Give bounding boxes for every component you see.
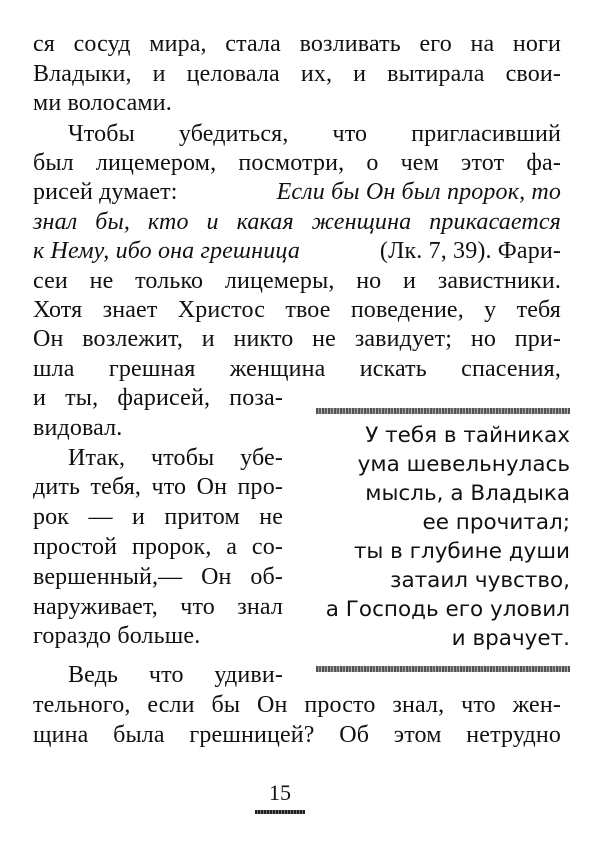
text-line: Владыки, и целовала их, и вытирала свои- [33, 61, 561, 87]
paragraph-first-line: Ведь что удиви- [68, 662, 283, 688]
text-line-mixed [33, 178, 561, 206]
text-line: наруживает, что знал [33, 594, 283, 620]
text-line-mixed [33, 237, 561, 265]
text-line: и ты, фарисей, поза- [33, 385, 283, 411]
pull-quote-line: У тебя в тайниках [365, 423, 570, 448]
text-line: ся сосуд мира, стала возливать его на ноги [33, 31, 561, 57]
pull-quote-line: затаил чувство, [390, 568, 570, 593]
paragraph-first-line: Итак, чтобы убе- [68, 445, 283, 471]
citation-segment: (Лк. 7, 39). Фари- [379, 238, 561, 264]
text-line: тельного, если бы Он просто знал, что жен- [33, 692, 561, 718]
page-number: 15 [269, 780, 291, 805]
text-segment: рисей думает: [33, 179, 178, 205]
text-line: видовал. [33, 415, 123, 441]
paragraph-first-line: Чтобы убедиться, что пригласивший [68, 121, 561, 147]
page-number-underline [255, 810, 305, 814]
pull-quote-line: ты в глубине души [353, 539, 570, 564]
pull-quote-line: а Господь его уловил [325, 597, 570, 622]
pull-quote-line: и врачует. [451, 626, 570, 651]
text-line: рок — и притом не [33, 504, 283, 530]
quote-segment: к Нему, ибо она грешница [33, 238, 300, 264]
text-line: ми волосами. [33, 90, 172, 116]
pull-quote-line: ума шевельнулась [357, 452, 570, 477]
text-line: гораздо больше. [33, 623, 201, 649]
quote-segment: Если бы Он был пророк, то [276, 179, 561, 205]
text-line: дить тебя, что Он про- [33, 474, 283, 500]
pull-quote-line: ее прочитал; [422, 510, 570, 535]
text-line: щина была грешницей? Об этом нетрудно [33, 722, 561, 748]
pull-quote-line: мысль, а Владыка [365, 481, 570, 506]
text-line: Хотя знает Христос твое поведение, у тебя [33, 297, 561, 323]
text-line: был лицемером, посмотри, о чем этот фа- [33, 150, 561, 176]
pull-quote-top-rule [316, 408, 570, 414]
pull-quote-bottom-rule [316, 666, 570, 672]
quote-line: знал бы, кто и какая женщина прикасается [33, 209, 561, 235]
text-line: вершенный,— Он об- [33, 564, 283, 590]
text-line: простой пророк, а со- [33, 534, 283, 560]
text-line: сеи не только лицемеры, но и завистники. [33, 268, 561, 294]
text-line: шла грешная женщина искать спасения, [33, 356, 561, 382]
text-line: Он возлежит, и никто не завидует; но при- [33, 326, 561, 352]
